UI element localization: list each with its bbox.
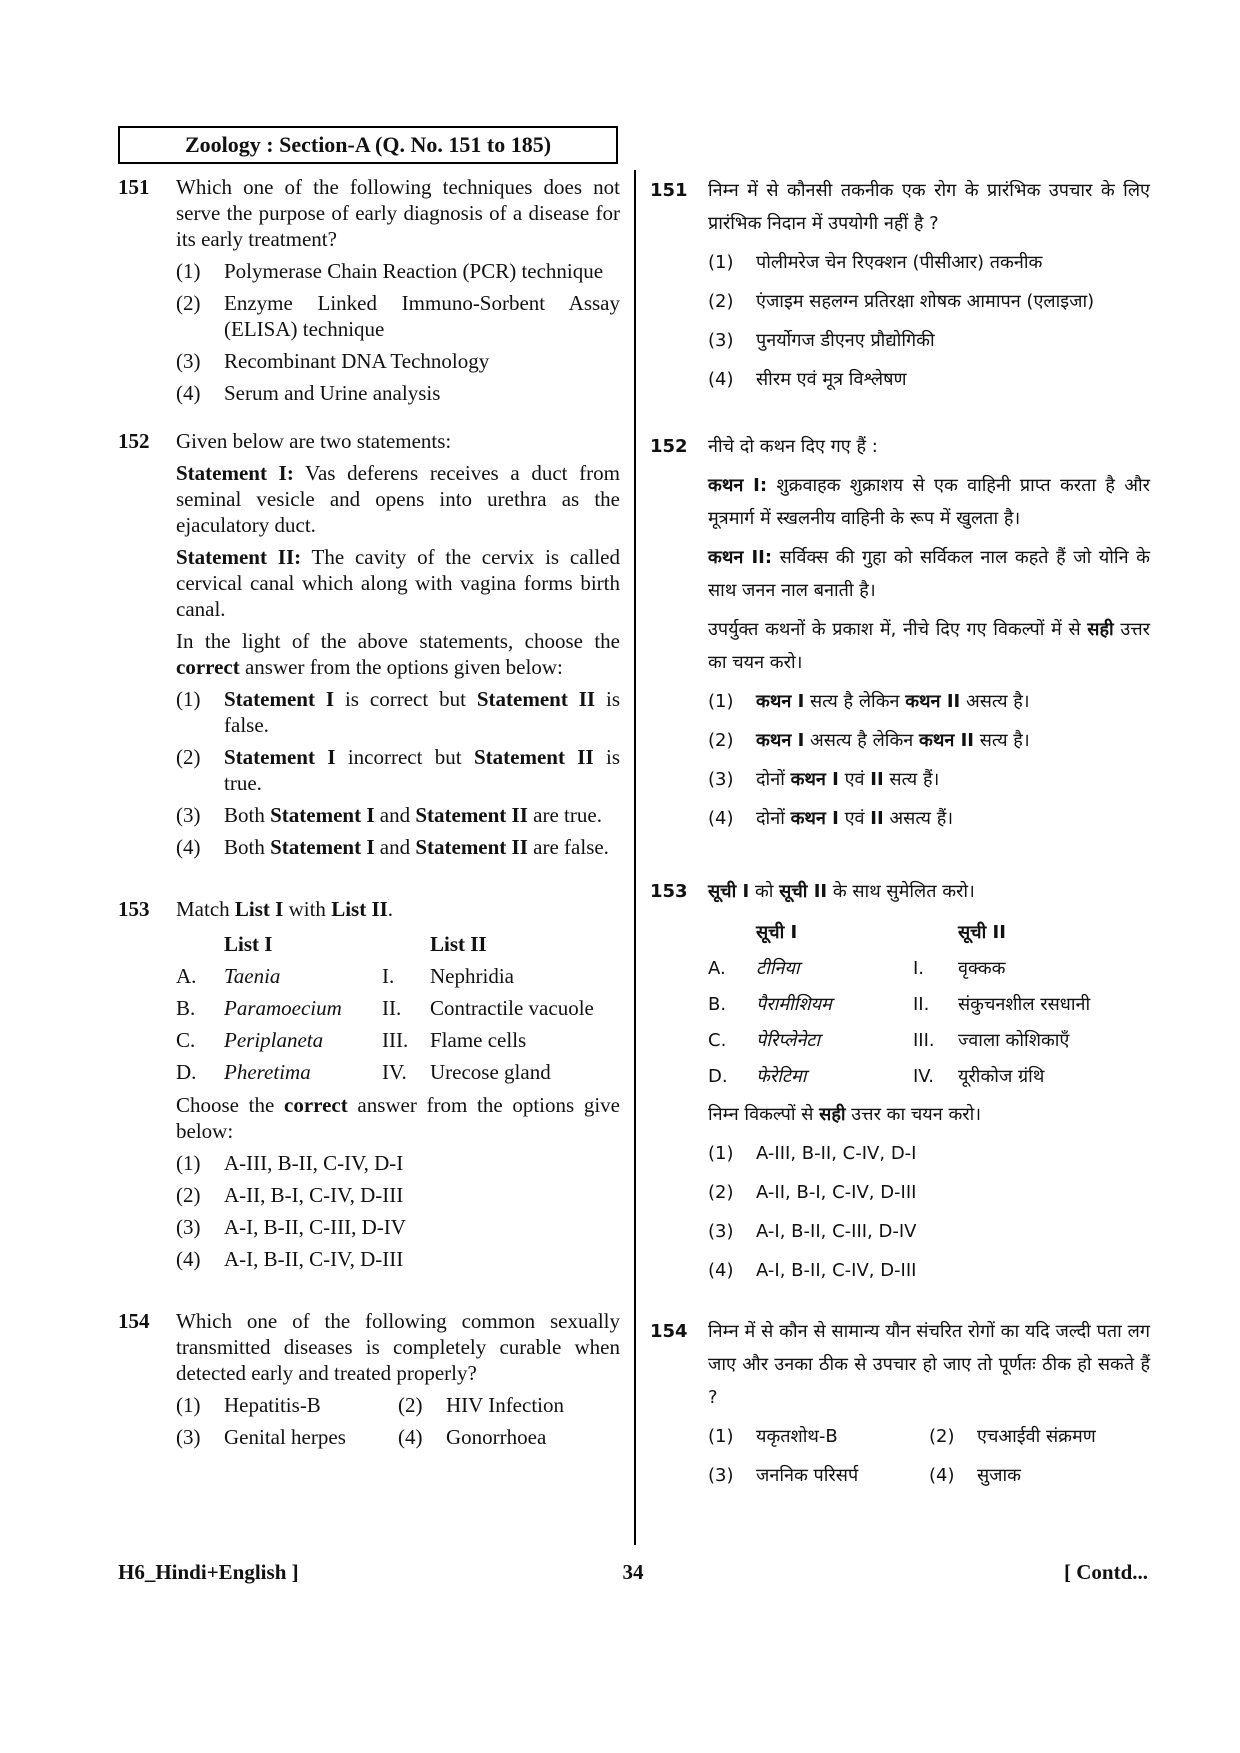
option-3[interactable]: (3) पुनर्योगज डीएनए प्रौद्योगिकी bbox=[708, 330, 935, 351]
instruction: In the light of the above statements, choose the correct answer from the options given below: bbox=[176, 629, 620, 679]
match-row: B. पैरामीशियम II. संकुचनशील रसधानी bbox=[708, 993, 1091, 1015]
question-number: 154 bbox=[118, 1309, 150, 1333]
question-151-hi bbox=[650, 174, 1150, 396]
page-footer bbox=[118, 1560, 1148, 1590]
options-row bbox=[176, 1392, 620, 1418]
question-154-hi bbox=[650, 1315, 1150, 1492]
option-2[interactable]: (2) Enzyme Linked Immuno-Sorbent Assay (ELISA) technique bbox=[176, 291, 620, 341]
match-row: A. Taenia I. Nephridia bbox=[176, 964, 514, 988]
option-1[interactable]: (1) Statement I is correct but Statement II is false. bbox=[176, 687, 620, 737]
option-1[interactable]: (1) A-III, B-II, C-IV, D-I bbox=[176, 1151, 404, 1175]
match-table bbox=[708, 914, 1150, 1094]
option-2[interactable]: (2) HIV Infection bbox=[398, 1393, 564, 1417]
question-152-en bbox=[118, 428, 620, 860]
instruction: निम्न विकल्पों से सही उत्तर का चयन करो। bbox=[708, 1104, 982, 1125]
match-row: B. Paramoecium II. Contractile vacuole bbox=[176, 996, 594, 1020]
option-4[interactable]: (4) A-I, B-II, C-IV, D-III bbox=[708, 1260, 917, 1281]
match-table-header: List I List II bbox=[224, 932, 487, 956]
option-1[interactable]: (1) कथन I सत्य है लेकिन कथन II असत्य है। bbox=[708, 691, 1030, 712]
option-4[interactable]: (4) सीरम एवं मूत्र विश्लेषण bbox=[708, 369, 907, 390]
statement-2: Statement II: The cavity of the cervix is called cervical canal which along with vagina forms birth canal. bbox=[176, 545, 620, 621]
option-3[interactable]: (3) Both Statement I and Statement II are true. bbox=[176, 803, 602, 827]
question-stem: निम्न में से कौनसी तकनीक एक रोग के प्रारंभिक उपचार के लिए प्रारंभिक निदान में उपयोगी नहीं है ? bbox=[708, 180, 1150, 234]
question-number: 151 bbox=[650, 180, 688, 201]
option-2[interactable]: (2) A-II, B-I, C-IV, D-III bbox=[176, 1183, 404, 1207]
option-3[interactable]: (3) A-I, B-II, C-III, D-IV bbox=[176, 1215, 406, 1239]
option-1[interactable]: (1) यकृतशोथ-B bbox=[708, 1426, 838, 1447]
option-2[interactable]: (2) कथन I असत्य है लेकिन कथन II सत्य है। bbox=[708, 730, 1030, 751]
match-table-header: सूची I सूची II bbox=[756, 921, 1006, 943]
option-2[interactable]: (2) एचआईवी संक्रमण bbox=[929, 1426, 1096, 1447]
statement-1: कथन I: शुक्रवाहक शुक्राशय से एक वाहिनी प्राप्त करता है और मूत्रमार्ग में स्खलनीय वाहिनी के रूप में खुलता है। bbox=[708, 475, 1151, 529]
options-row bbox=[708, 1420, 1150, 1453]
option-2[interactable]: (2) A-II, B-I, C-IV, D-III bbox=[708, 1182, 917, 1203]
english-column bbox=[118, 172, 620, 1450]
options-row bbox=[176, 1424, 620, 1450]
match-table bbox=[176, 928, 620, 1088]
paper-code: H6_Hindi+English ] bbox=[118, 1560, 299, 1584]
continued-label: [ Contd... bbox=[1063, 1560, 1148, 1584]
instruction: Choose the correct answer from the options give below: bbox=[176, 1093, 621, 1143]
question-153-hi bbox=[650, 875, 1150, 1287]
option-3[interactable]: (3) दोनों कथन I एवं II सत्य हैं। bbox=[708, 769, 940, 790]
option-4[interactable]: (4) Gonorrhoea bbox=[398, 1425, 547, 1449]
option-2[interactable]: (2) एंजाइम सहलग्न प्रतिरक्षा शोषक आमापन (एलाइजा) bbox=[708, 291, 1095, 312]
question-stem: Which one of the following common sexually transmitted diseases is completely curable when detected early and treated properly? bbox=[176, 1309, 620, 1385]
statement-1: Statement I: Vas deferens receives a duct from seminal vesicle and opens into urethra as the ejaculatory duct. bbox=[176, 461, 620, 537]
question-stem: निम्न में से कौन से सामान्य यौन संचरित रोगों का यदि जल्दी पता लग जाए और उनका ठीक से उपचार हो जाए तो पूर्णतः ठीक हो सकते हैं ? bbox=[708, 1321, 1150, 1408]
option-3[interactable]: (3) जननिक परिसर्प bbox=[708, 1465, 859, 1486]
question-153-en bbox=[118, 896, 620, 1272]
option-1[interactable]: (1) Hepatitis-B bbox=[176, 1393, 321, 1417]
option-4[interactable]: (4) Serum and Urine analysis bbox=[176, 381, 441, 405]
option-4[interactable]: (4) सुजाक bbox=[929, 1465, 1022, 1486]
question-stem: Which one of the following techniques does not serve the purpose of early diagnosis of a disease for its early treatment? bbox=[176, 175, 620, 251]
option-1[interactable]: (1) A-III, B-II, C-IV, D-I bbox=[708, 1143, 917, 1164]
section-title: Zoology : Section-A (Q. No. 151 to 185) bbox=[118, 126, 618, 164]
page-number: 34 bbox=[622, 1560, 644, 1584]
option-3[interactable]: (3) Genital herpes bbox=[176, 1425, 346, 1449]
match-row: D. Pheretima IV. Urecose gland bbox=[176, 1060, 551, 1084]
option-3[interactable]: (3) Recombinant DNA Technology bbox=[176, 349, 490, 373]
option-4[interactable]: (4) A-I, B-II, C-IV, D-III bbox=[176, 1247, 404, 1271]
question-stem: सूची I को सूची II के साथ सुमेलित करो। bbox=[708, 881, 975, 902]
option-4[interactable]: (4) Both Statement I and Statement II are false. bbox=[176, 835, 609, 859]
question-154-en bbox=[118, 1308, 620, 1450]
option-1[interactable]: (1) Polymerase Chain Reaction (PCR) technique bbox=[176, 259, 604, 283]
instruction: उपर्युक्त कथनों के प्रकाश में, नीचे दिए गए विकल्पों में से सही उत्तर का चयन करो। bbox=[708, 619, 1150, 673]
question-number: 154 bbox=[650, 1321, 688, 1342]
question-152-hi bbox=[650, 430, 1150, 835]
option-2[interactable]: (2) Statement I incorrect but Statement II is true. bbox=[176, 745, 621, 795]
match-row: D. फेरेटिमा IV. यूरीकोज ग्रंथि bbox=[708, 1065, 1045, 1087]
options-row bbox=[708, 1459, 1150, 1492]
question-number: 151 bbox=[118, 175, 150, 199]
hindi-column bbox=[650, 172, 1150, 1492]
option-1[interactable]: (1) पोलीमरेज चेन रिएक्शन (पीसीआर) तकनीक bbox=[708, 252, 1043, 273]
question-stem: Given below are two statements: bbox=[176, 429, 452, 453]
question-number: 153 bbox=[118, 897, 150, 921]
question-number: 153 bbox=[650, 881, 688, 902]
option-3[interactable]: (3) A-I, B-II, C-III, D-IV bbox=[708, 1221, 917, 1242]
statement-2: कथन II: सर्विक्स की गुहा को सर्विकल नाल कहते हैं जो योनि के साथ जनन नाल बनाती है। bbox=[708, 547, 1150, 601]
question-number: 152 bbox=[118, 429, 150, 453]
question-stem: नीचे दो कथन दिए गए हैं : bbox=[708, 436, 878, 457]
option-4[interactable]: (4) दोनों कथन I एवं II असत्य हैं। bbox=[708, 808, 954, 829]
question-number: 152 bbox=[650, 436, 688, 457]
match-row: C. Periplaneta III. Flame cells bbox=[176, 1028, 527, 1052]
question-stem: Match List I with List II. bbox=[176, 897, 394, 921]
match-row: A. टीनिया I. वृक्कक bbox=[708, 957, 1006, 979]
question-151-en bbox=[118, 174, 620, 406]
column-divider bbox=[634, 170, 636, 1545]
match-row: C. पेरिप्लेनेटा III. ज्वाला कोशिकाएँ bbox=[708, 1029, 1070, 1051]
